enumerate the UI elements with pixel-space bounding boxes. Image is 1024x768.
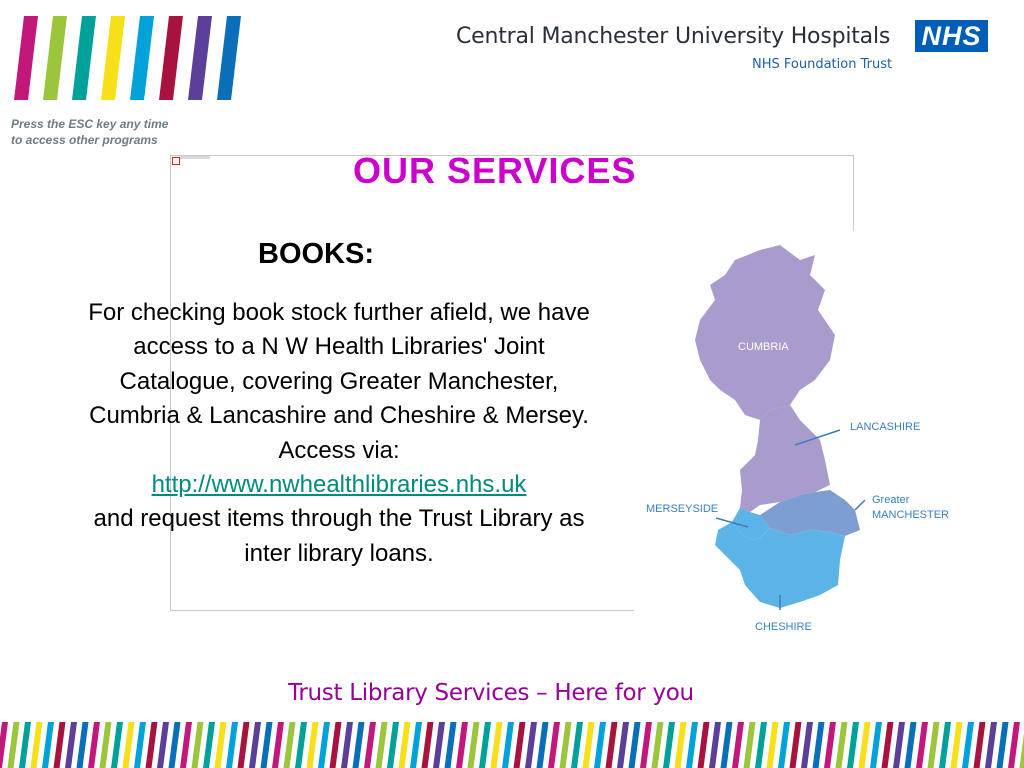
footer-stripe bbox=[755, 722, 767, 768]
map-label-cumbria: CUMBRIA bbox=[738, 341, 789, 353]
description-text: For checking book stock further afield, we have access to a N W Health Libraries' Joint Catalogue, covering Greater Manchester, Cumbria & Lancashire and Cheshire & Mersey. Access via: bbox=[88, 299, 590, 464]
footer-stripe bbox=[514, 722, 526, 768]
footer-stripe bbox=[537, 722, 549, 768]
nhs-logo: NHS bbox=[915, 20, 988, 52]
footer-stripe bbox=[203, 722, 215, 768]
footer-stripe bbox=[905, 722, 917, 768]
footer-stripe-band bbox=[0, 722, 1024, 768]
page-title: OUR SERVICES bbox=[353, 150, 637, 191]
footer-stripe bbox=[330, 722, 342, 768]
footer-stripe bbox=[571, 722, 583, 768]
stripe-logo bbox=[14, 16, 246, 100]
section-heading: BOOKS: bbox=[258, 238, 374, 270]
map-label-cheshire: CHESHIRE bbox=[755, 621, 812, 633]
footer-stripe bbox=[663, 722, 675, 768]
footer-stripe bbox=[801, 722, 813, 768]
footer-stripe bbox=[353, 722, 365, 768]
broken-image-caption bbox=[180, 156, 210, 159]
map-region-cumbria bbox=[695, 245, 835, 420]
footer-stripe bbox=[88, 722, 100, 768]
footer-stripe bbox=[100, 722, 112, 768]
footer-stripe bbox=[985, 722, 997, 768]
footer-stripe bbox=[629, 722, 641, 768]
footer-stripe bbox=[594, 722, 606, 768]
footer-stripe bbox=[387, 722, 399, 768]
footer-stripe bbox=[410, 722, 422, 768]
esc-hint-line-2: to access other programs bbox=[11, 133, 158, 147]
footer-stripe bbox=[42, 722, 54, 768]
description-text-continued: and request items through the Trust Library as inter library loans. bbox=[93, 505, 585, 567]
footer-stripe bbox=[548, 722, 560, 768]
footer-stripe bbox=[284, 722, 296, 768]
footer-stripe bbox=[870, 722, 882, 768]
trust-name: Central Manchester University Hospitals bbox=[456, 24, 891, 49]
footer-stripe bbox=[675, 722, 687, 768]
footer-stripe bbox=[376, 722, 388, 768]
footer-stripe bbox=[859, 722, 871, 768]
footer-stripe bbox=[698, 722, 710, 768]
content-frame-right-edge bbox=[853, 155, 854, 231]
footer-stripe bbox=[652, 722, 664, 768]
footer-stripe bbox=[583, 722, 595, 768]
footer-stripe bbox=[8, 722, 20, 768]
footer-stripe bbox=[916, 722, 928, 768]
footer-stripe bbox=[157, 722, 169, 768]
footer-stripe bbox=[399, 722, 411, 768]
footer-stripe bbox=[606, 722, 618, 768]
footer-stripe bbox=[686, 722, 698, 768]
footer-stripe bbox=[433, 722, 445, 768]
footer-stripe bbox=[65, 722, 77, 768]
footer-stripe bbox=[767, 722, 779, 768]
footer-stripe bbox=[617, 722, 629, 768]
footer-stripe bbox=[525, 722, 537, 768]
footer-stripe bbox=[261, 722, 273, 768]
map-label-greater: Greater bbox=[872, 494, 910, 506]
footer-stripe bbox=[962, 722, 974, 768]
footer-stripe bbox=[307, 722, 319, 768]
footer-stripe bbox=[824, 722, 836, 768]
footer-stripe bbox=[54, 722, 66, 768]
footer-stripe bbox=[997, 722, 1009, 768]
footer-stripe bbox=[882, 722, 894, 768]
footer-stripe bbox=[939, 722, 951, 768]
footer-stripe bbox=[893, 722, 905, 768]
footer-stripe bbox=[146, 722, 158, 768]
esc-hint-line-1: Press the ESC key any time bbox=[11, 117, 169, 131]
footer-stripe bbox=[31, 722, 43, 768]
footer-stripe bbox=[226, 722, 238, 768]
footer-stripe bbox=[721, 722, 733, 768]
esc-hint bbox=[11, 116, 231, 148]
footer-stripe bbox=[169, 722, 181, 768]
footer-stripe bbox=[19, 722, 31, 768]
footer-stripe bbox=[192, 722, 204, 768]
footer-stripe bbox=[318, 722, 330, 768]
footer-stripe bbox=[272, 722, 284, 768]
footer-stripe bbox=[790, 722, 802, 768]
footer-stripe bbox=[640, 722, 652, 768]
footer-stripe bbox=[744, 722, 756, 768]
footer-stripe bbox=[502, 722, 514, 768]
footer-stripe bbox=[77, 722, 89, 768]
catalogue-link[interactable]: http://www.nwhealthlibraries.nhs.uk bbox=[151, 471, 527, 499]
footer-stripe bbox=[491, 722, 503, 768]
map-label-lancashire: LANCASHIRE bbox=[850, 421, 921, 433]
footer-stripe bbox=[456, 722, 468, 768]
footer-stripe bbox=[364, 722, 376, 768]
footer-stripe bbox=[180, 722, 192, 768]
footer-stripe bbox=[111, 722, 123, 768]
footer-stripe bbox=[778, 722, 790, 768]
footer-stripe bbox=[732, 722, 744, 768]
footer-stripe bbox=[445, 722, 457, 768]
footer-stripe bbox=[974, 722, 986, 768]
footer-stripe bbox=[709, 722, 721, 768]
north-west-region-map bbox=[640, 240, 970, 640]
footer-stripe bbox=[215, 722, 227, 768]
footer-stripe bbox=[0, 722, 8, 768]
trust-subtitle: NHS Foundation Trust bbox=[752, 57, 893, 72]
footer-stripe bbox=[951, 722, 963, 768]
books-description bbox=[88, 296, 590, 571]
footer-stripe bbox=[847, 722, 859, 768]
footer-stripe bbox=[341, 722, 353, 768]
footer-stripe bbox=[422, 722, 434, 768]
footer-stripe bbox=[479, 722, 491, 768]
footer-stripe bbox=[295, 722, 307, 768]
content-frame-bottom-edge bbox=[170, 610, 634, 611]
footer-stripe bbox=[836, 722, 848, 768]
footer-stripe bbox=[813, 722, 825, 768]
footer-stripe bbox=[468, 722, 480, 768]
footer-stripe bbox=[238, 722, 250, 768]
footer-tagline: Trust Library Services – Here for you bbox=[288, 680, 694, 706]
footer-stripe bbox=[134, 722, 146, 768]
map-label-manchester: MANCHESTER bbox=[872, 509, 950, 521]
footer-stripe bbox=[123, 722, 135, 768]
broken-image-icon bbox=[172, 157, 180, 165]
map-label-merseyside: MERSEYSIDE bbox=[646, 503, 719, 515]
footer-stripe bbox=[560, 722, 572, 768]
footer-stripe bbox=[928, 722, 940, 768]
footer-stripe bbox=[249, 722, 261, 768]
footer-stripe bbox=[1008, 722, 1020, 768]
footer-stripe bbox=[1020, 722, 1024, 768]
